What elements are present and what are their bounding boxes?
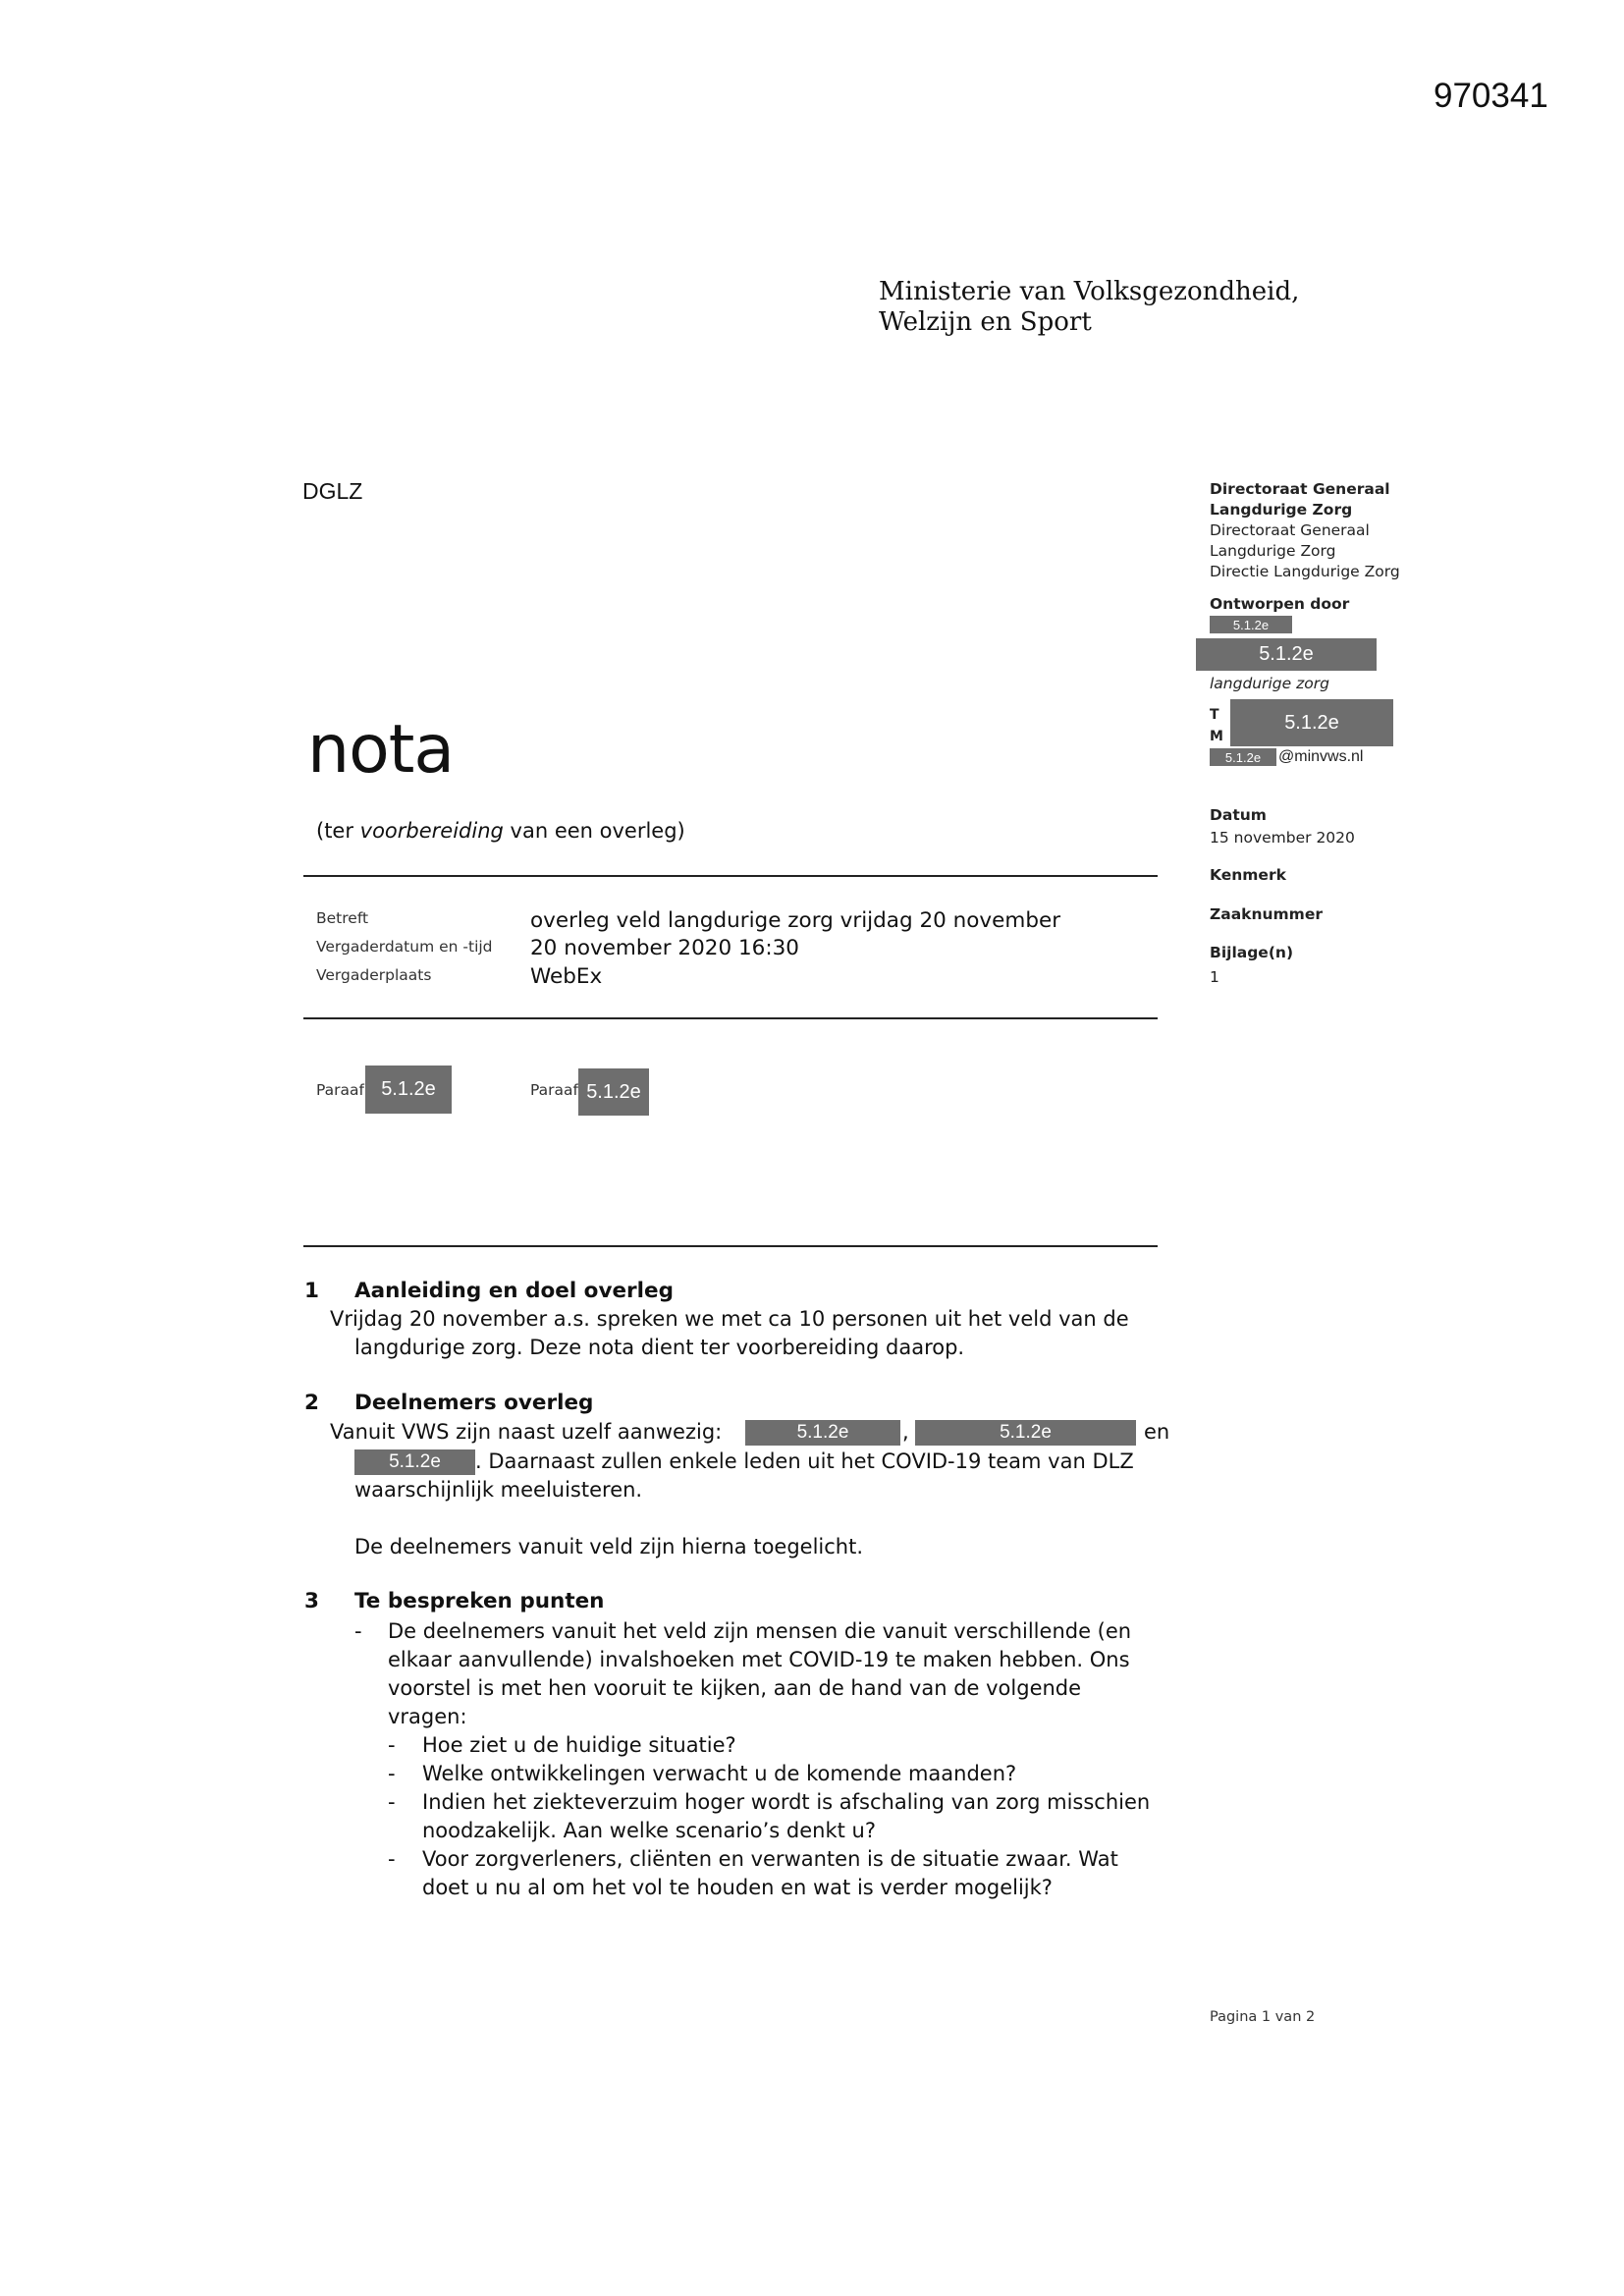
section-title: Te bespreken punten (354, 1589, 605, 1613)
conjunction: en (1144, 1420, 1170, 1444)
paragraph-line: Vanuit VWS zijn naast uzelf aanwezig: (330, 1420, 723, 1444)
paragraph-line: vragen: (388, 1705, 467, 1728)
redaction-block: 5.1.2e (1230, 699, 1393, 746)
department-code: DGLZ (302, 478, 363, 504)
divider (303, 1017, 1158, 1019)
bullet-dash: - (388, 1790, 396, 1814)
email-domain: @minvws.nl (1278, 748, 1364, 765)
org-line-3: Directie Langdurige Zorg (1210, 563, 1400, 580)
team-name: langdurige zorg (1210, 675, 1329, 692)
betreft-label: Betreft (316, 909, 369, 927)
ministry-line-1: Ministerie van Volksgezondheid, (879, 277, 1300, 306)
bijlagen-value: 1 (1210, 968, 1219, 986)
bullet-dash: - (388, 1847, 396, 1871)
org-bold-2: Langdurige Zorg (1210, 501, 1353, 519)
bullet-dash: - (388, 1733, 396, 1757)
designed-by-label: Ontworpen door (1210, 595, 1350, 613)
org-bold-1: Directoraat Generaal (1210, 480, 1390, 498)
paragraph-line: langdurige zorg. Deze nota dient ter voorbereiding daarop. (354, 1336, 965, 1359)
section-number: 3 (304, 1589, 319, 1613)
paraaf-label: Paraaf (316, 1081, 364, 1099)
sidebar-organisation (1210, 479, 1400, 582)
datum-value: 15 november 2020 (1210, 829, 1355, 847)
question-item: noodzakelijk. Aan welke scenario’s denkt u? (422, 1819, 877, 1842)
section-title: Deelnemers overleg (354, 1391, 594, 1415)
paragraph-line: . Daarnaast zullen enkele leden uit het COVID-19 team van DLZ (475, 1449, 1134, 1473)
section-number: 1 (304, 1279, 319, 1303)
document-number: 970341 (1434, 77, 1548, 115)
redaction-block: 5.1.2e (578, 1068, 649, 1116)
bijlagen-label: Bijlage(n) (1210, 944, 1294, 961)
redaction-block: 5.1.2e (745, 1420, 900, 1446)
ministry-name (879, 277, 1299, 338)
divider (303, 875, 1158, 877)
betreft-value: overleg veld langdurige zorg vrijdag 20 november (530, 908, 1061, 933)
redaction-block: 5.1.2e (365, 1066, 452, 1114)
paraaf-label: Paraaf (530, 1081, 578, 1099)
paragraph-line: elkaar aanvullende) invalshoeken met COVID-19 te maken hebben. Ons (388, 1648, 1130, 1671)
org-line-2: Langdurige Zorg (1210, 542, 1336, 560)
ministry-line-2: Welzijn en Sport (879, 307, 1092, 337)
question-item: doet u nu al om het vol te houden en wat is verder mogelijk? (422, 1876, 1053, 1899)
vergaderplaats-value: WebEx (530, 964, 603, 989)
paragraph-line: voorstel is met hen vooruit te kijken, aan de hand van de volgende (388, 1676, 1082, 1700)
question-item: Voor zorgverleners, cliënten en verwanten is de situatie zwaar. Wat (422, 1847, 1118, 1871)
paragraph-line: Vrijdag 20 november a.s. spreken we met ca 10 personen uit het veld van de (330, 1307, 1129, 1331)
vergaderplaats-label: Vergaderplaats (316, 966, 432, 984)
mobile-label: M (1210, 729, 1223, 744)
page-number: Pagina 1 van 2 (1210, 2009, 1316, 2025)
paragraph-line: De deelnemers vanuit het veld zijn mensen die vanuit verschillende (en (388, 1619, 1132, 1643)
section-number: 2 (304, 1391, 319, 1415)
zaaknummer-label: Zaaknummer (1210, 905, 1323, 923)
redaction-block: 5.1.2e (915, 1420, 1136, 1446)
vergaderdatum-label: Vergaderdatum en -tijd (316, 938, 493, 956)
paragraph-line: waarschijnlijk meeluisteren. (354, 1478, 643, 1502)
question-item: Hoe ziet u de huidige situatie? (422, 1733, 736, 1757)
phone-label: T (1210, 707, 1219, 723)
redaction-block: 5.1.2e (354, 1449, 475, 1475)
bullet-dash: - (354, 1619, 362, 1643)
question-item: Indien het ziekteverzuim hoger wordt is afschaling van zorg misschien (422, 1790, 1151, 1814)
paragraph-line: De deelnemers vanuit veld zijn hierna toegelicht. (354, 1535, 864, 1558)
divider (303, 1245, 1158, 1247)
redaction-block: 5.1.2e (1196, 638, 1377, 671)
vergaderdatum-value: 20 november 2020 16:30 (530, 936, 799, 960)
question-item: Welke ontwikkelingen verwacht u de komende maanden? (422, 1762, 1017, 1785)
document-subtitle: (ter voorbereiding van een overleg) (316, 819, 685, 843)
kenmerk-label: Kenmerk (1210, 866, 1286, 884)
bullet-dash: - (388, 1762, 396, 1785)
org-line-1: Directoraat Generaal (1210, 521, 1370, 539)
datum-label: Datum (1210, 806, 1267, 824)
comma: , (902, 1420, 909, 1444)
section-title: Aanleiding en doel overleg (354, 1279, 674, 1303)
redaction-block: 5.1.2e (1210, 616, 1292, 633)
redaction-block: 5.1.2e (1210, 748, 1276, 766)
document-type-title: nota (307, 711, 455, 789)
